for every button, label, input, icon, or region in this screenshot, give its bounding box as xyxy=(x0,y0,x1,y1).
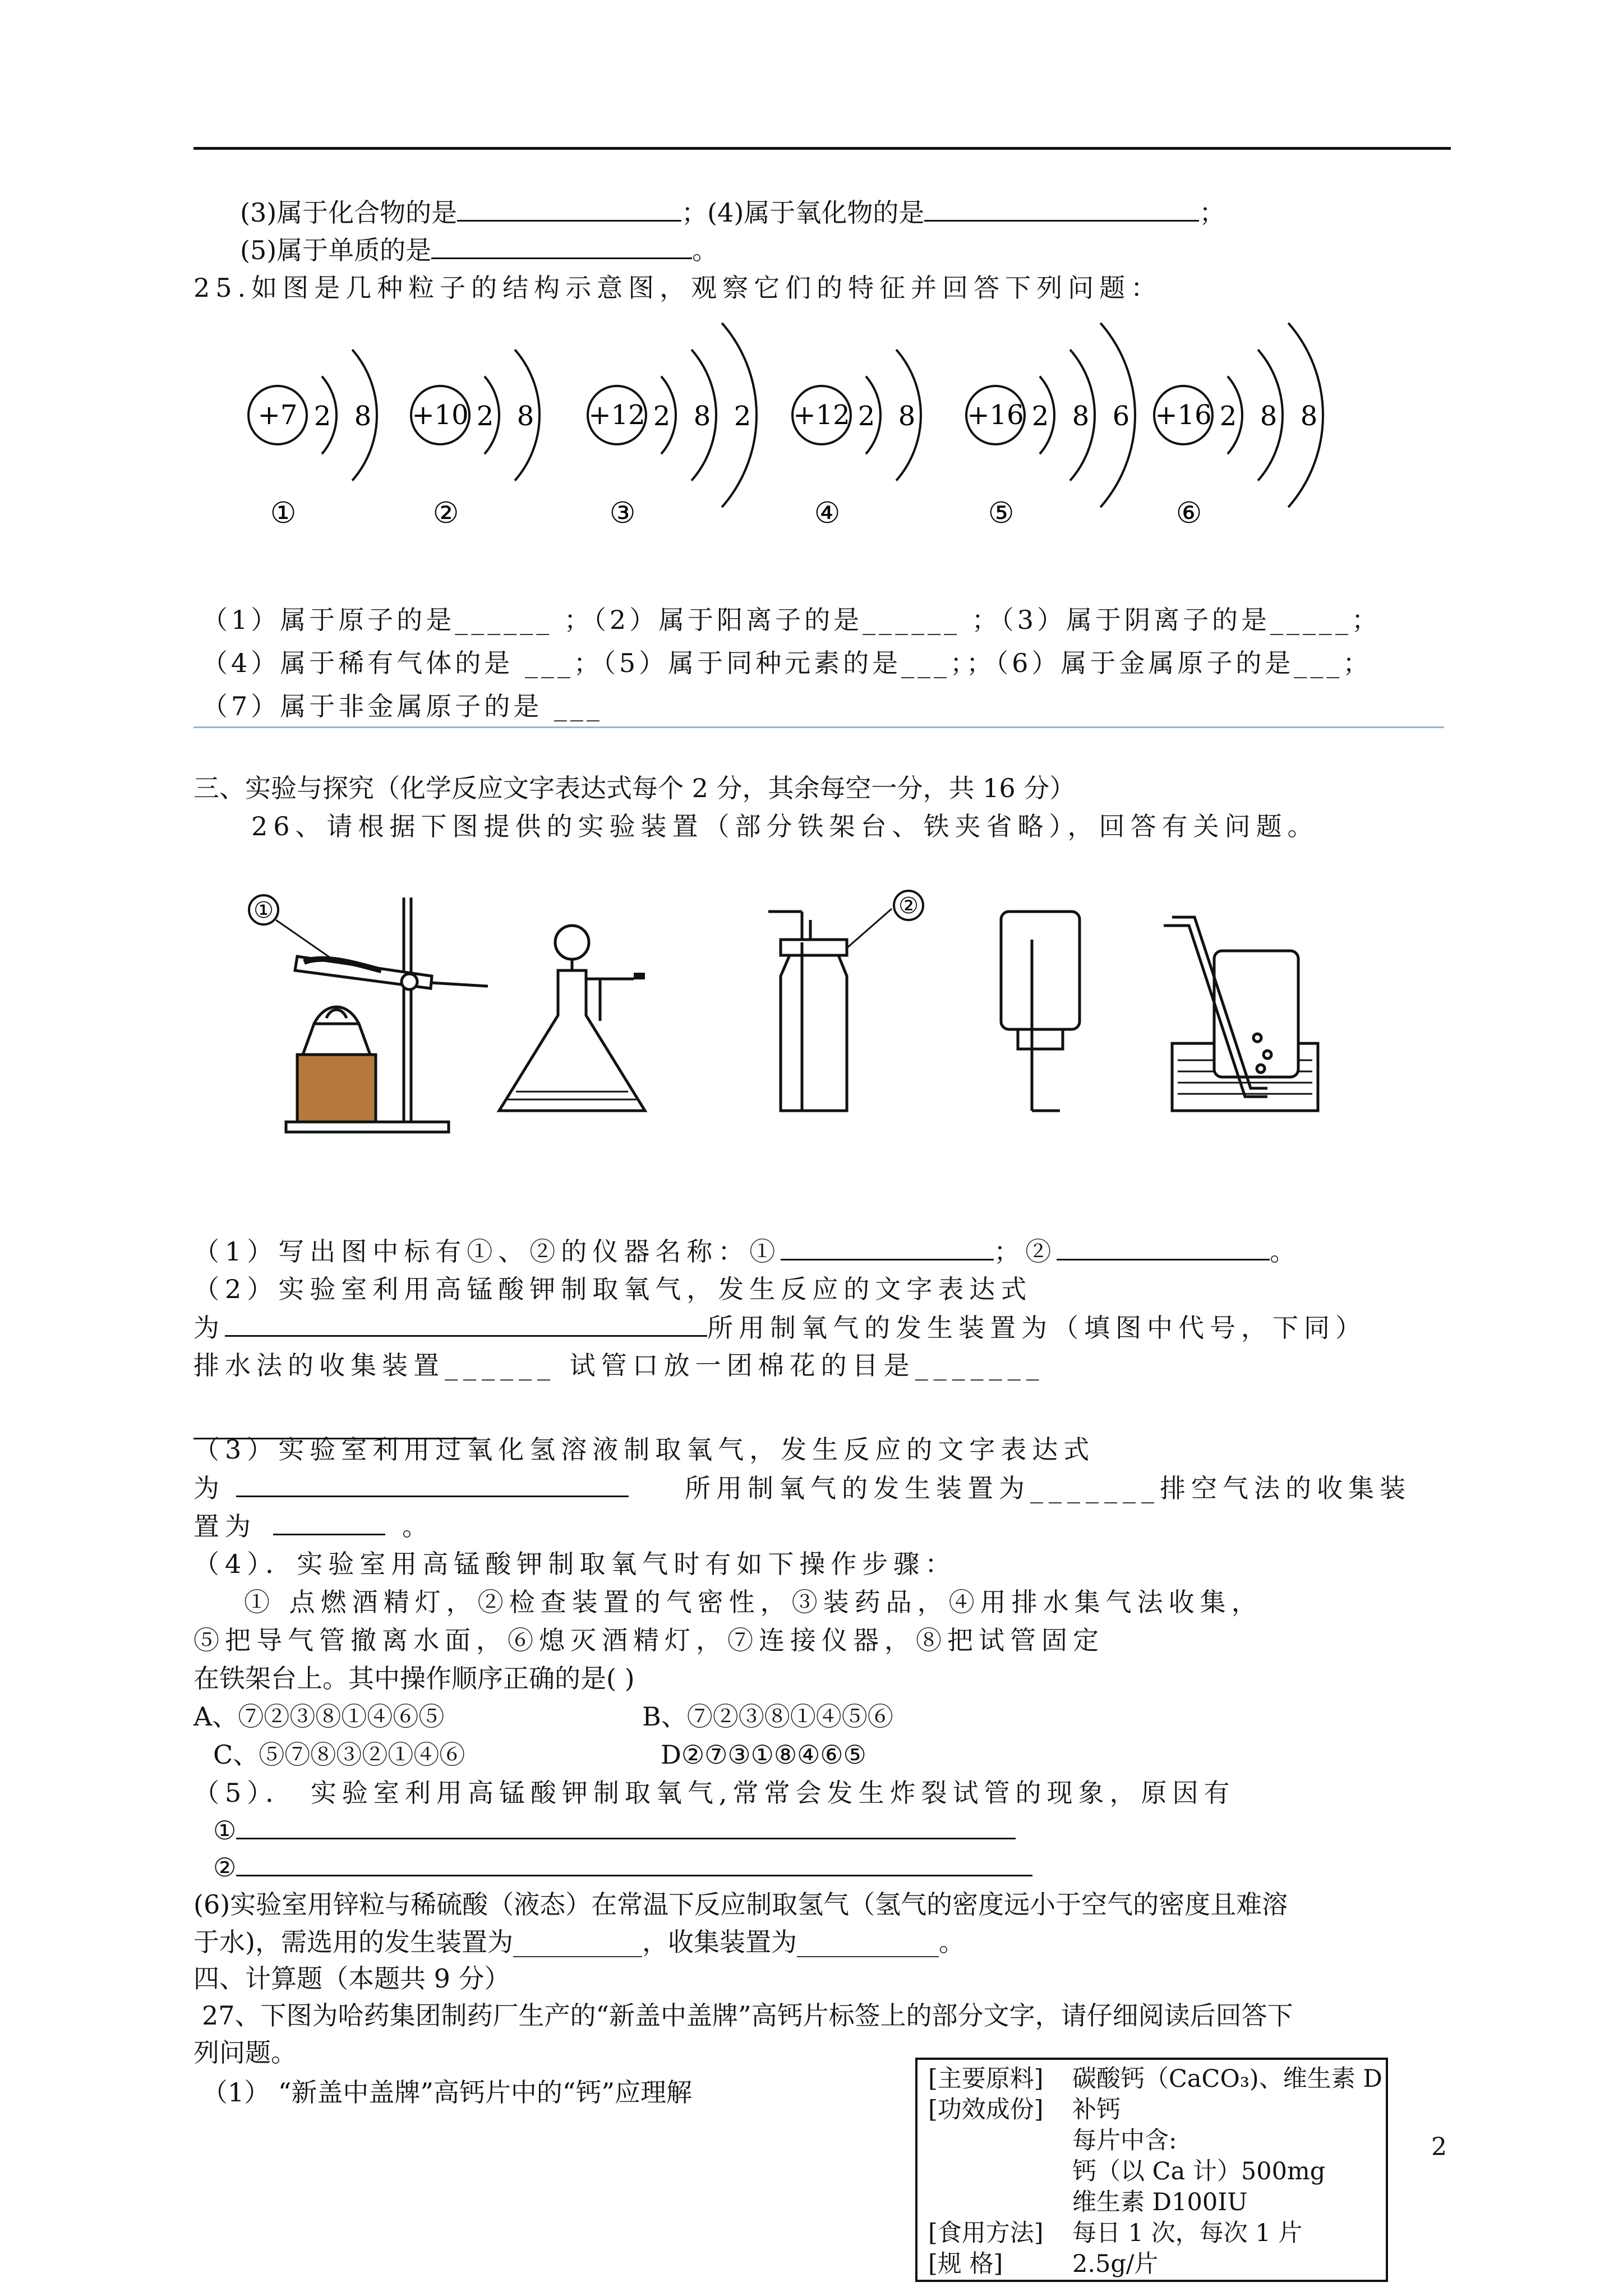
nucleus-charge: +12 xyxy=(793,399,850,431)
label-row-3: 每片中含: xyxy=(1072,2127,1177,2155)
electron-count: 8 xyxy=(693,401,711,432)
q26-s5-b: ② xyxy=(213,1850,1032,1884)
q26-s3-line3: 置为 。 xyxy=(193,1509,434,1543)
q25-line-3: （7）属于非金属原子的是 ___ xyxy=(202,691,603,721)
electron-count: 8 xyxy=(517,401,534,432)
apparatus-d-inverted-bottle xyxy=(1001,912,1080,1111)
answer-blank[interactable] xyxy=(236,1813,1016,1839)
electron-count: 8 xyxy=(1260,401,1278,432)
nucleus-charge: +10 xyxy=(412,399,469,431)
answer-blank[interactable] xyxy=(457,195,681,222)
section3-heading: 三、实验与探究（化学反应文字表达式每个 2 分，其余每空一分，共 16 分） xyxy=(193,773,1076,803)
label-row-2-val: 补钙 xyxy=(1072,2096,1121,2124)
particle-diagram xyxy=(248,349,377,530)
q25-line-2: （4）属于稀有气体的是 ___；（5）属于同种元素的是___；；（6）属于金属原子的是___； xyxy=(202,648,1372,678)
q24-line-3-4: (3)属于化合物的是 ；(4)属于氧化物的是 ； xyxy=(240,195,1225,229)
q26-s2-line3: 排水法的收集装置______ 试管口放一团棉花的目是_______ xyxy=(193,1350,1045,1381)
electron-count: 2 xyxy=(734,401,751,432)
electron-count: 6 xyxy=(1112,401,1130,432)
apparatus-label-2: ② xyxy=(898,893,919,919)
q26-s6-line2: 于水)，需选用的发生装置为__________，收集装置为___________。 xyxy=(193,1927,965,1957)
label-row-7-val: 2.5g/片 xyxy=(1072,2250,1159,2278)
particle-diagram xyxy=(792,349,921,530)
q26-stem: 26、请根据下图提供的实验装置（部分铁架台、铁夹省略），回答有关问题。 xyxy=(251,811,1319,841)
q26-s5-line1: （5）． 实验室利用高锰酸钾制取氧气,常常会发生炸裂试管的现象，原因有 xyxy=(193,1778,1235,1808)
q26-s5-a: ① xyxy=(213,1813,1016,1847)
electron-count: 2 xyxy=(857,401,875,432)
q27-line2: 列问题。 xyxy=(193,2037,297,2068)
top-rule xyxy=(193,147,1451,150)
apparatus-b-conical-flask xyxy=(499,926,645,1111)
particle-label: ④ xyxy=(814,496,841,530)
q25-line-1: （1）属于原子的是______ ；（2）属于阳离子的是______ ；（3）属于阴离子的是_____； xyxy=(202,605,1381,635)
option-b[interactable]: B、⑦②③⑧①④⑤⑥ xyxy=(642,1701,893,1732)
apparatus-c-gas-bottle xyxy=(768,909,892,1111)
q26-s4-line1: （4）．实验室用高锰酸钾制取氧气时有如下操作步骤： xyxy=(193,1549,957,1579)
label-row-6-val: 每日 1 次，每次 1 片 xyxy=(1072,2219,1303,2247)
q27-line1: 27、下图为哈药集团制药厂生产的“新盖中盖牌”高钙片标签上的部分文字，请仔细阅读后回答下 xyxy=(202,2000,1293,2031)
answer-blank[interactable] xyxy=(1057,1234,1270,1260)
q26-s4-line3: ⑤把导气管撤离水面，⑥熄灭酒精灯，⑦连接仪器，⑧把试管固定 xyxy=(193,1625,1104,1655)
electron-count: 8 xyxy=(1072,401,1090,432)
answer-blank[interactable] xyxy=(236,1850,1032,1876)
particle-label: ⑤ xyxy=(988,496,1015,530)
electron-count: 2 xyxy=(476,401,494,432)
electron-count: 2 xyxy=(1219,401,1237,432)
q26-s2-line2: 为 所用制氧气的发生装置为（填图中代号，下同） xyxy=(193,1310,1367,1345)
electron-count: 2 xyxy=(1031,401,1049,432)
answer-blank[interactable] xyxy=(273,1509,385,1535)
q25-stem: 25.如图是几种粒子的结构示意图，观察它们的特征并回答下列问题： xyxy=(193,273,1163,303)
section4-heading: 四、计算题（本题共 9 分） xyxy=(193,1963,510,1994)
nucleus-charge: +16 xyxy=(1155,399,1212,431)
q26-s6-line1: (6)实验室用锌粒与稀硫酸（液态）在常温下反应制取氢气（氢气的密度远小于空气的密度且难溶 xyxy=(193,1889,1288,1920)
apparatus-diagram xyxy=(241,886,1363,1144)
nucleus-charge: +16 xyxy=(967,399,1024,431)
answer-blank[interactable] xyxy=(236,1471,629,1497)
particle-diagram xyxy=(588,323,757,530)
electron-count: 8 xyxy=(354,401,372,432)
electron-count: 2 xyxy=(653,401,671,432)
label-row-1-val: 碳酸钙（CaCO₃)、维生素 D xyxy=(1072,2065,1382,2093)
nucleus-charge: +7 xyxy=(257,399,298,431)
apparatus-e-water-trough xyxy=(1164,917,1318,1111)
particle-diagram xyxy=(1154,323,1323,530)
q24-line-5: (5)属于单质的是 。 xyxy=(240,233,718,267)
q26-s3-line2: 为 所用制氧气的发生装置为_______排空气法的收集装 xyxy=(193,1471,1411,1505)
label-row-7-key: [规 格] xyxy=(928,2250,1003,2278)
label-row-1-key: [主要原料] xyxy=(928,2065,1044,2093)
answer-blank[interactable] xyxy=(431,233,692,259)
label-row-2-key: [功效成份] xyxy=(928,2096,1044,2124)
particle-label: ③ xyxy=(609,496,636,530)
answer-blank[interactable] xyxy=(781,1234,994,1260)
particle-diagram xyxy=(411,349,540,530)
particle-diagram xyxy=(966,323,1135,530)
q26-s1: （1）写出图中标有①、②的仪器名称：① ；② 。 xyxy=(193,1234,1301,1268)
apparatus-label-1: ① xyxy=(253,898,274,923)
apparatus-a-heated-test-tube xyxy=(276,898,488,1132)
particle-label: ② xyxy=(432,496,459,530)
nucleus-charge: +12 xyxy=(588,399,645,431)
answer-blank[interactable] xyxy=(924,195,1199,222)
electron-count: 8 xyxy=(1300,401,1318,432)
option-d[interactable]: D②⑦③①⑧④⑥⑤ xyxy=(661,1740,866,1770)
answer-blank[interactable] xyxy=(225,1310,707,1337)
option-a[interactable]: A、⑦②③⑧①④⑥⑤ xyxy=(193,1701,445,1732)
label-row-6-key: [食用方法] xyxy=(928,2219,1044,2247)
page-number: 2 xyxy=(1431,2133,1447,2161)
electron-count: 8 xyxy=(898,401,916,432)
q26-s4-line4: 在铁架台上。其中操作顺序正确的是( ) xyxy=(193,1663,635,1694)
particle-structure-diagrams xyxy=(224,314,1402,550)
label-row-5: 维生素 D100IU xyxy=(1072,2188,1248,2216)
particle-label: ① xyxy=(270,496,297,530)
q27-s1: （1） “新盖中盖牌”高钙片中的“钙”应理解 xyxy=(202,2077,692,2108)
electron-count: 2 xyxy=(313,401,331,432)
particle-label: ⑥ xyxy=(1175,496,1202,530)
q26-s4-line2: ① 点燃酒精灯，②检查装置的气密性，③装药品，④用排水集气法收集， xyxy=(244,1587,1263,1617)
section-divider xyxy=(193,726,1444,728)
q26-s2-line1: （2）实验室利用高锰酸钾制取氧气，发生反应的文字表达式 xyxy=(193,1274,1032,1304)
q26-s3-line1: （3）实验室利用过氧化氢溶液制取氧气，发生反应的文字表达式 xyxy=(193,1434,1095,1465)
label-row-4: 钙（以 Ca 计）500mg xyxy=(1072,2157,1326,2185)
option-c[interactable]: C、⑤⑦⑧③②①④⑥ xyxy=(213,1740,465,1770)
